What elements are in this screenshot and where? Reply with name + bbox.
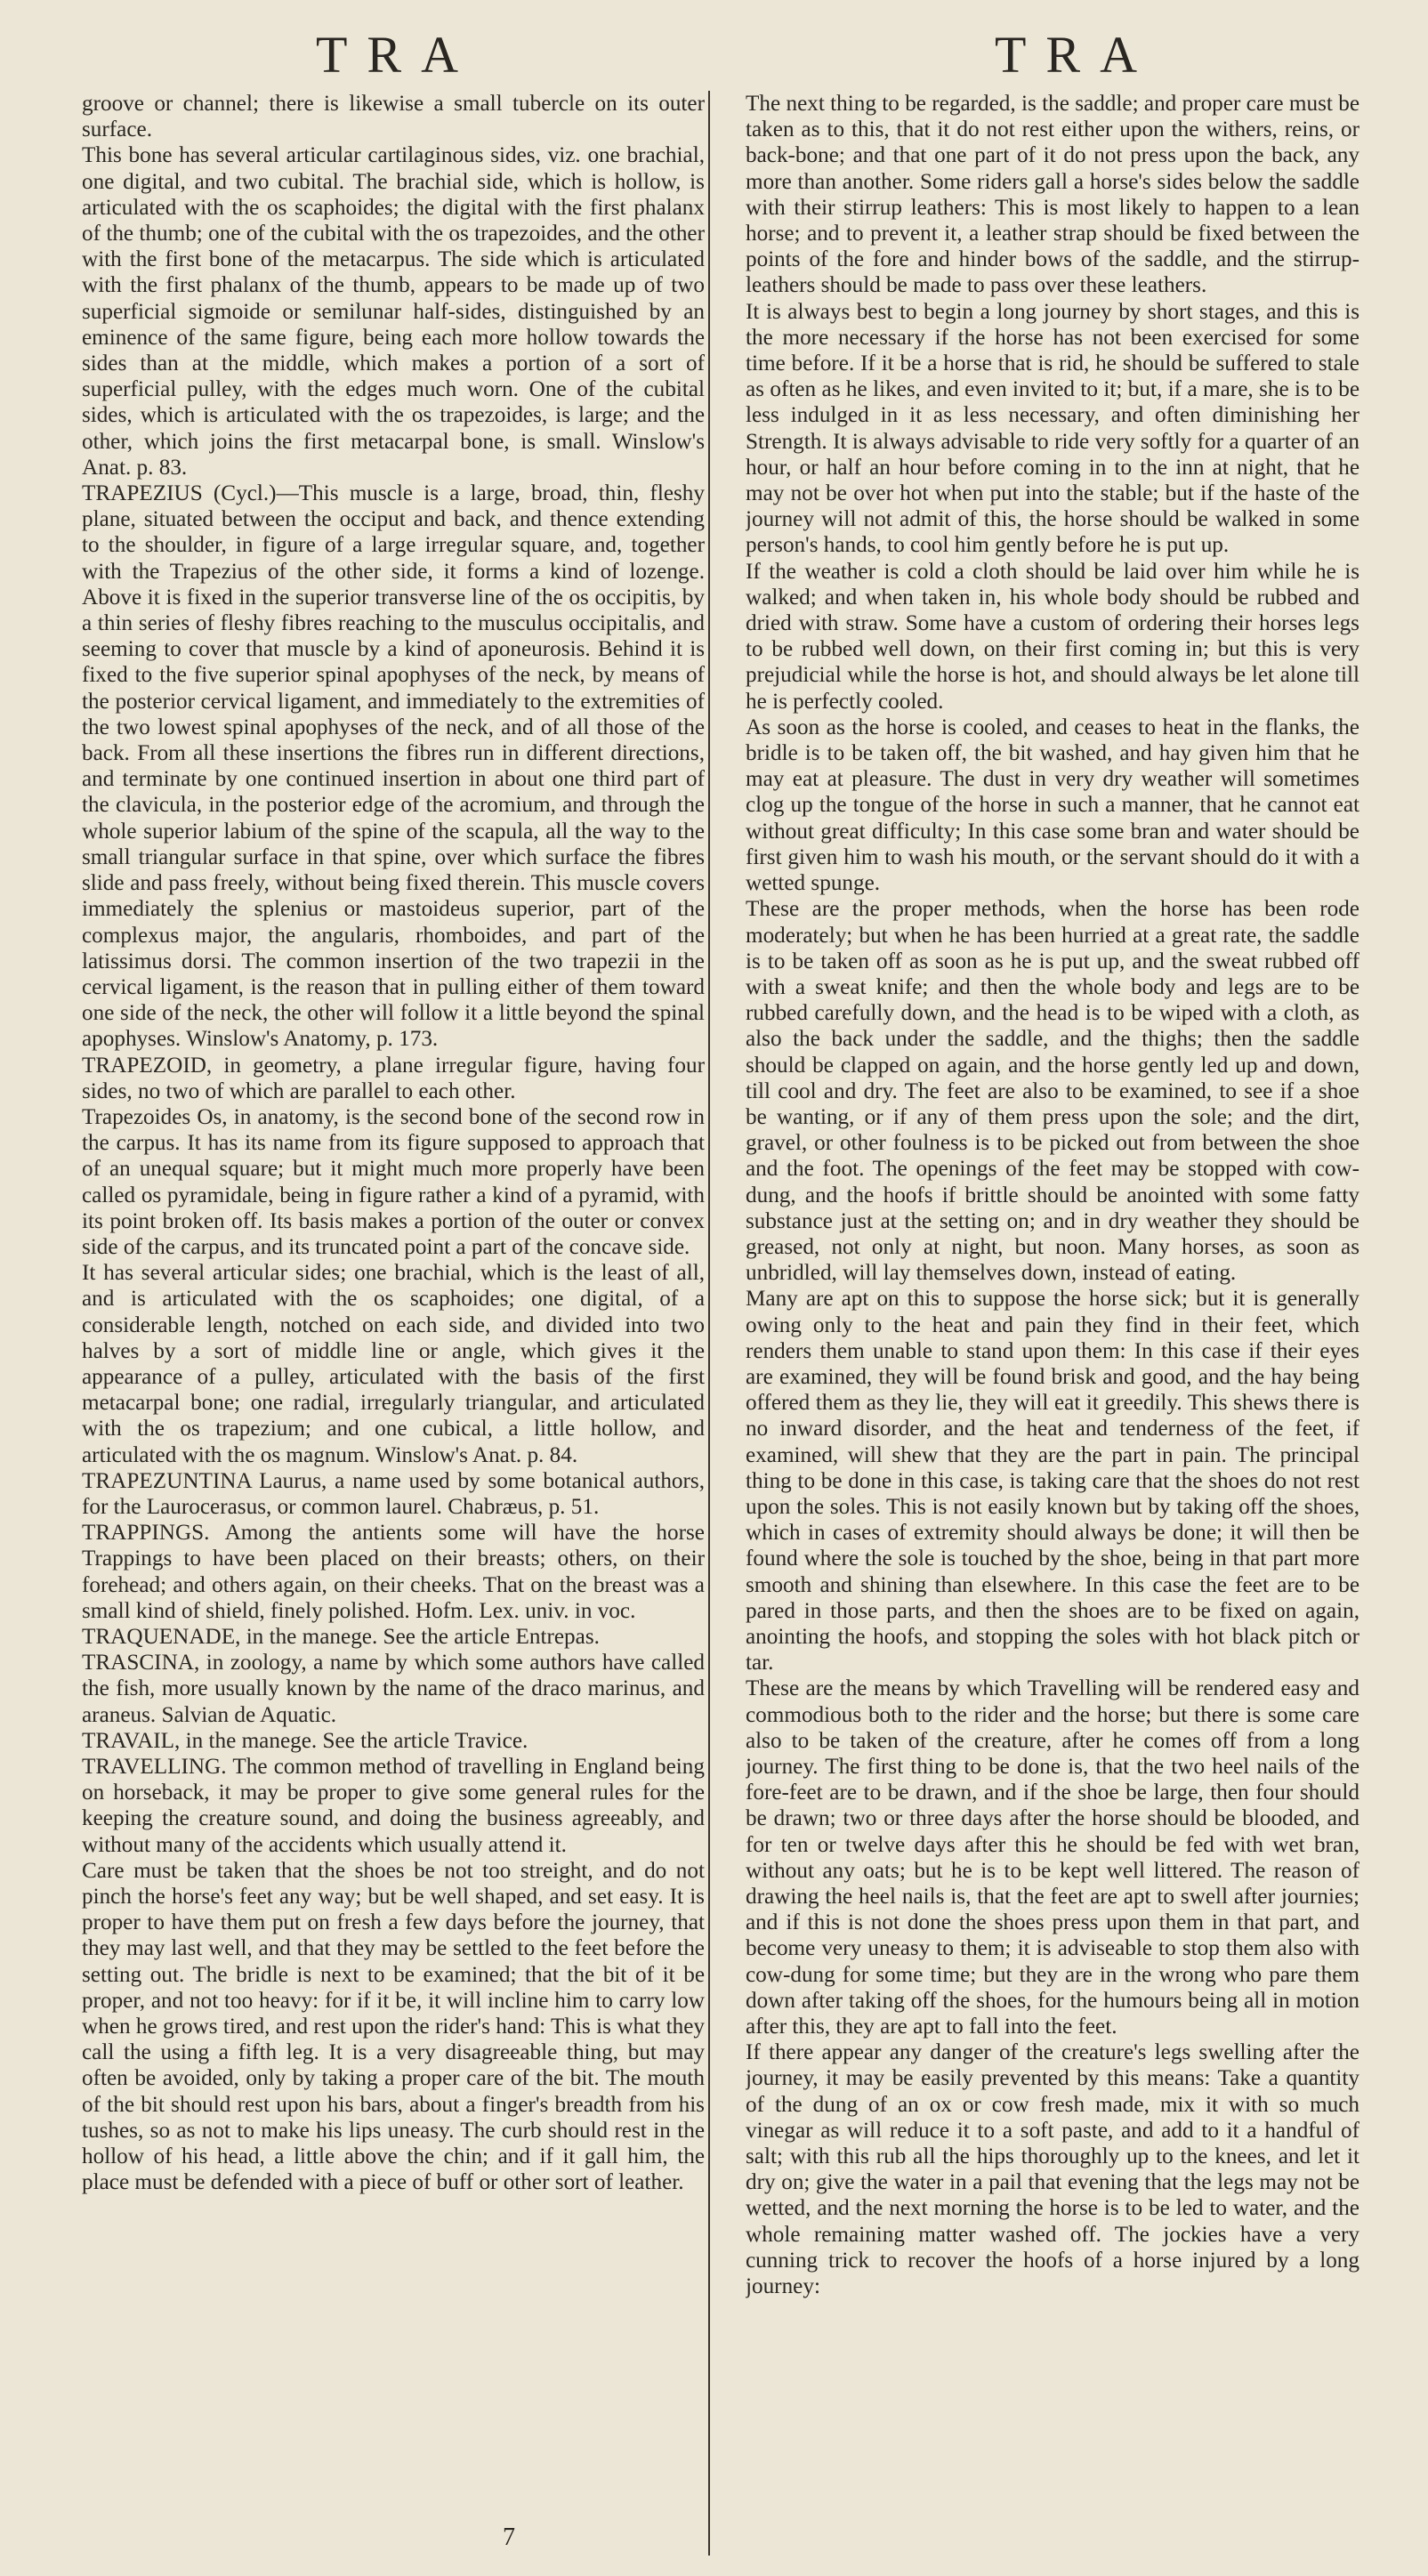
- paragraph: groove or channel; there is likewise a small tubercle on its outer surface.: [82, 92, 705, 142]
- paragraph: As soon as the horse is cooled, and ceases to heat in the flanks, the bridle is to be taken off, the bit washed, and hay given him that he may eat at pleasure. The dust in very dry weather will sometimes clog up the tongue of the horse in such a manner, that he cannot eat without great difficulty; In this case some bran and water should be first given him to wash his mouth, or the servant should do it with a wetted spunge.: [746, 715, 1359, 896]
- entry-trapezuntina: TRAPEZUNTINA Laurus, a name used by some botanical authors, for the Laurocerasus, or common laurel. Chabræus, p. 51.: [82, 1468, 705, 1519]
- left-column: [82, 91, 705, 2547]
- column-rule: [708, 91, 710, 2556]
- right-column: [746, 91, 1359, 2547]
- entry-trapezoid: TRAPEZOID, in geometry, a plane irregular figure, having four sides, no two of which are parallel to each other.: [82, 1053, 705, 1103]
- paragraph: The next thing to be regarded, is the saddle; and proper care must be taken as to this, that it do not rest either upon the withers, reins, or back-bone; and that one part of it do not press upon the back, any more than another. Some riders gall a horse's sides below the saddle with their stirrup leathers: This is most likely to happen to a lean horse; and to prevent it, a leather strap should be fixed between the points of the fore and hinder bows of the saddle, and the stirrup-leathers should be made to pass over these leathers.: [746, 92, 1359, 298]
- entry-travelling: TRAVELLING. The common method of travelling in England being on horseback, it may be proper to give some general rules for the keeping the creature sound, and doing the business agreeably, and without many of the accidents which usually attend it.: [82, 1755, 705, 1857]
- paragraph: Care must be taken that the shoes be not too streight, and do not pinch the horse's feet any way; but be well shaped, and set easy. It is proper to have them put on fresh a few days before the journey, that they may last well, and that they may be settled to the feet before the setting out. The bridle is next to be examined; that the bit of it be proper, and not too heavy: for if it be, it will incline him to carry low when he grows tired, and rest upon the rider's hand: This is what they call the using a fifth leg. It is a very disagreeable thing, but may often be avoided, only by taking a proper care of the bit. The mouth of the bit should rest upon his bars, about a finger's breadth from his tushes, so as not to make his lips uneasy. The curb should rest in the hollow of his head, a little above the chin; and if it gall him, the place must be defended with a piece of buff or other sort of leather.: [82, 1858, 705, 2195]
- entry-trascina: TRASCINA, in zoology, a name by which some authors have called the fish, more usually known by the name of the draco marinus, and araneus. Salvian de Aquatic.: [82, 1651, 705, 1727]
- paragraph: It is always best to begin a long journey by short stages, and this is the more necessary if the horse has not been exercised for some time before. If it be a horse that is rid, he should be suffered to stale as often as he likes, and even invited to it; but, if a mare, she is to be less indulged in it as less necessary, and often diminishing her Strength. It is always advisable to ride very softly for a quarter of an hour, or half an hour before coming in to the inn at night, that he may not be over hot when put into the stable; but if the haste of the journey will not admit of this, the horse should be walked in some person's hands, to cool him gently before he is put up.: [746, 299, 1359, 558]
- entry-trapezius: TRAPEZIUS (Cycl.)—This muscle is a large, broad, thin, fleshy plane, situated between the occiput and back, and thence extending to the shoulder, in figure of a large irregular square, and, together with the Trapezius of the other side, it forms a kind of lozenge. Above it is fixed in the superior transverse line of the os occipitis, by a thin series of fleshy fibres reaching to the musculus occipitalis, and seeming to cover that muscle by a kind of aponeurosis. Behind it is fixed to the five superior spinal apophyses of the neck, by means of the posterior cervical ligament, and immediately to the extremities of the two lowest spinal apophyses of the neck, and of all those of the back. From all these insertions the fibres run in different directions, and terminate by one continued insertion in about one third part of the clavicula, in the posterior edge of the acromium, and through the whole superior labium of the spine of the scapula, all the way to the small triangular surface in that spine, over which surface the fibres slide and pass freely, without being fixed therein. This muscle covers immediately the splenius or mastoideus superior, part of the complexus major, the angularis, rhomboides, and part of the latissimus dorsi. The common insertion of the two trapezii in the cervical ligament, is the reason that in pulling either of them toward one side of the neck, the other will follow it a little beyond the spinal apophyses. Winslow's Anatomy, p. 173.: [82, 481, 705, 1052]
- paragraph: It has several articular sides; one brachial, which is the least of all, and is articulated with the os scaphoides; one digital, of a considerable length, notched on each side, and divided into two halves by a sort of middle line or angle, which gives it the appearance of a pulley, articulated with the basis of the first metacarpal bone; one radial, irregularly triangular, and articulated with the os trapezium; and one cubical, a little hollow, and articulated with the os magnum. Winslow's Anat. p. 84.: [82, 1261, 705, 1467]
- entry-traquenade: TRAQUENADE, in the manege. See the article Entrepas.: [82, 1624, 600, 1649]
- page-number: 7: [503, 2524, 515, 2551]
- paragraph: This bone has several articular cartilaginous sides, viz. one brachial, one digital, and two cubital. The brachial side, which is hollow, is articulated with the os scaphoides; the digital with the first phalanx of the thumb; one of the cubital with the os trapezoides, and the other with the first bone of the metacarpus. The side which is articulated with the first phalanx of the thumb, appears to be made up of two superficial sigmoide or semilunar half-sides, distinguished by an eminence of the same figure, being each more hollow towards the sides than at the middle, which makes a portion of a sort of superficial pulley, with the edges much worn. One of the cubital sides, which is articulated with the os trapezoides, is large; and the other, which joins the first metacarpal bone, is small. Winslow's Anat. p. 83.: [82, 143, 705, 480]
- paragraph: If the weather is cold a cloth should be laid over him while he is walked; and when taken in, his whole body should be rubbed and dried with straw. Some have a custom of ordering their horses legs to be rubbed well down, on their first coming in; but this is very prejudicial while the horse is hot, and should always be let alone till he is perfectly cooled.: [746, 559, 1359, 714]
- paragraph: Many are apt on this to suppose the horse sick; but it is generally owing only to the heat and pain they find in their feet, which renders them unable to stand upon them: In this case if their eyes are examined, they will be found brisk and good, and the hay being offered them as they lie, they will eat it greedily. This shews there is no inward disorder, and the heat and tenderness of the feet, if examined, will shew that they are the part in pain. The principal thing to be done in this case, is taking care that the shoes do not rest upon the soles. This is not easily known but by taking off the shoes, which in cases of extremity should always be done; it will then be found where the sole is touched by the shoe, being in that part more smooth and shining than elsewhere. In this case the feet are to be pared in those parts, and then the shoes are to be fixed on again, anointing the hoofs, and stopping the soles with hot black pitch or tar.: [746, 1287, 1359, 1676]
- entry-trapezoides-os: Trapezoides Os, in anatomy, is the second bone of the second row in the carpus. It has its name from its figure supposed to approach that of an unequal square; but it might much more properly have been called os pyramidale, being in figure rather a kind of a pyramid, with its point broken off. Its basis makes a portion of the outer or convex side of the carpus, and its truncated point a part of the concave side.: [82, 1104, 705, 1259]
- running-head-right: TRA: [995, 26, 1157, 84]
- paragraph: These are the means by which Travelling will be rendered easy and commodious both to the rider and the horse; but there is some care also to be taken of the creature, after he comes off from a long journey. The first thing to be done is, that the two heel nails of the fore-feet are to be drawn, and if the shoe be large, then four should be drawn; two or three days after the horse should be blooded, and for ten or twelve days after this he should be fed with wet bran, without any oats; but he is to be kept well littered. The reason of drawing the heel nails is, that the feet are apt to swell after journies; and if this is not done the shoes press upon them in that part, and become very uneasy to them; it is adviseable to stop them also with cow-dung for some time; but they are in the wrong who pare them down after taking off the shoes, for the humours being all in motion after this, they are apt to fall into the feet.: [746, 1676, 1359, 2039]
- entry-travail: TRAVAIL, in the manege. See the article Travice.: [82, 1728, 528, 1753]
- entry-trappings: TRAPPINGS. Among the antients some will have the horse Trappings to have been placed on their breasts; others, on their forehead; and others again, on their cheeks. That on the breast was a small kind of shield, finely polished. Hofm. Lex. univ. in voc.: [82, 1521, 705, 1623]
- running-head-left: TRA: [316, 26, 478, 84]
- paragraph: If there appear any danger of the creature's legs swelling after the journey, it may be easily prevented by this means: Take a quantity of the dung of an ox or cow fresh made, mix it with so much vinegar as will reduce it to a soft paste, and add to it a handful of salt; with this rub all the hips thoroughly up to the knees, and let it dry on; give the water in a pail that evening that the legs may not be wetted, and the next morning the horse is to be led to water, and the whole remaining matter washed off. The jockies have a very cunning trick to recover the hoofs of a horse injured by a long journey:: [746, 2040, 1359, 2299]
- paragraph: These are the proper methods, when the horse has been rode moderately; but when he has been hurried at a great rate, the saddle is to be taken off as soon as he is put up, and the sweat rubbed off with a sweat knife; and then the whole body and legs are to be rubbed carefully down, and the head is to be wiped with a cloth, as also the back under the saddle, and the thighs; then the saddle should be clapped on again, and the horse gently led up and down, till cool and dry. The feet are also to be examined, to see if a shoe be wanting, or if any of them press upon the sole; and the dirt, gravel, or other foulness is to be picked out from between the shoe and the foot. The openings of the feet may be stopped with cow-dung, and the hoofs if brittle should be anointed with some fatty substance just at the setting on; and in dry weather they should be greased, not only at night, but noon. Many horses, as soon as unbridled, will lay themselves down, instead of eating.: [746, 897, 1359, 1286]
